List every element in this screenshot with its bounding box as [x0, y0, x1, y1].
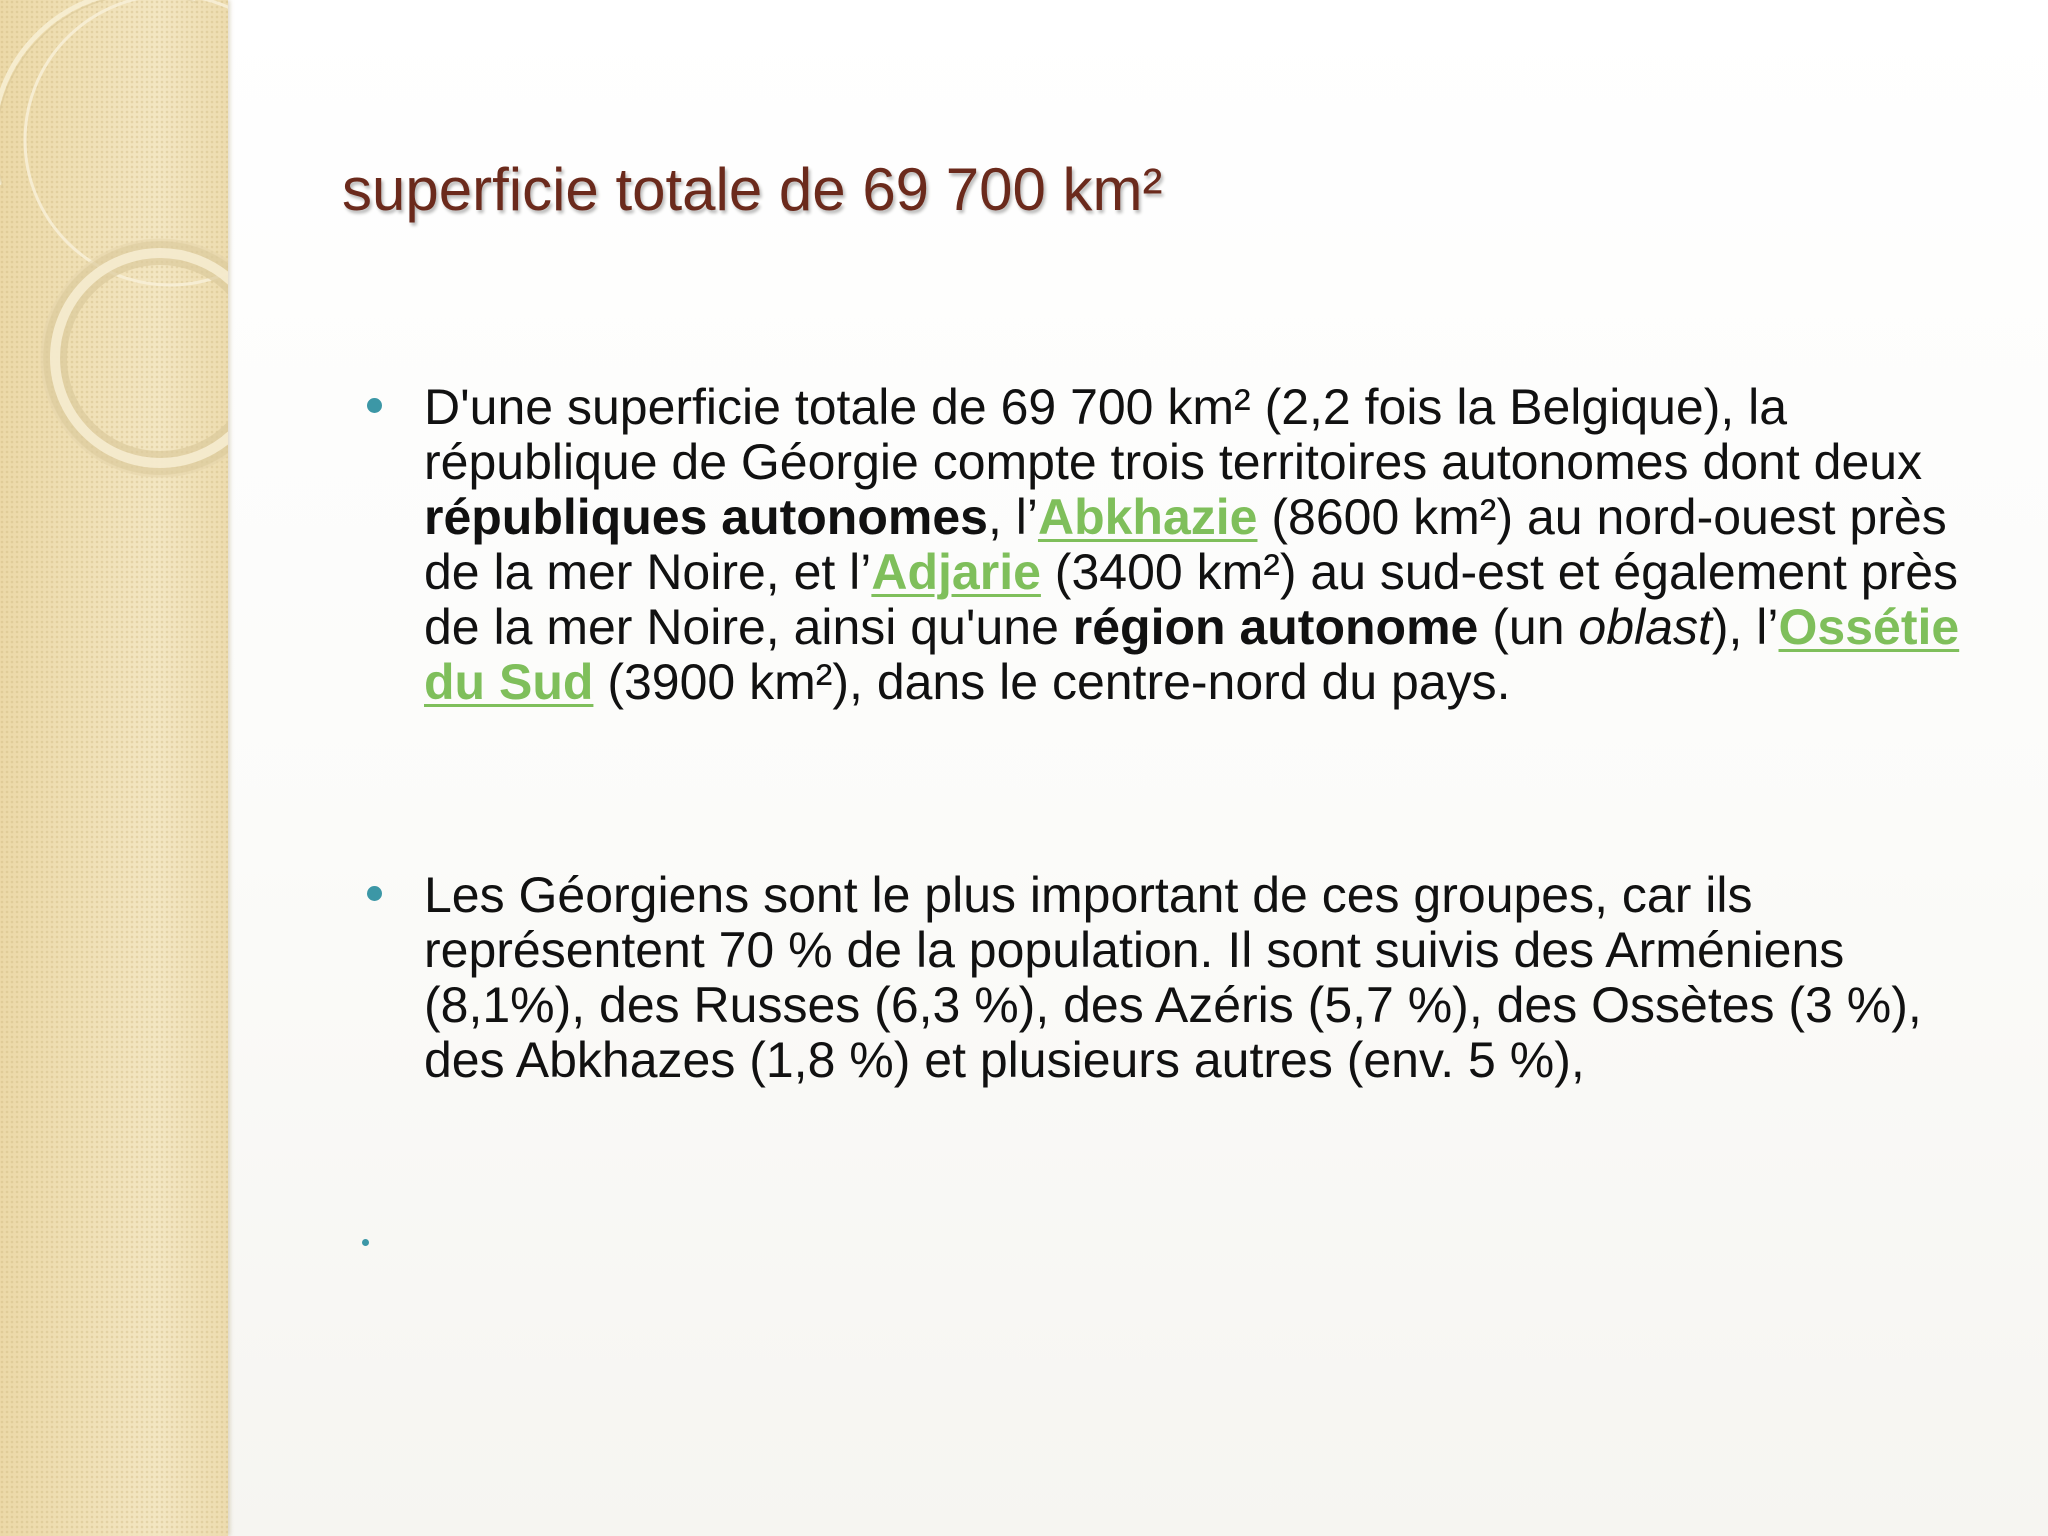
- empty-bullet-icon: [362, 1239, 369, 1246]
- bullet-item-population: [342, 868, 1982, 1088]
- bullet-icon: [367, 398, 382, 413]
- link-adjarie[interactable]: Adjarie: [871, 544, 1041, 600]
- bullet-icon: [367, 886, 382, 901]
- italic-text: oblast: [1578, 599, 1712, 655]
- bold-text: région autonome: [1072, 599, 1479, 655]
- bullet-list: [342, 330, 1982, 1138]
- text-span: Les Géorgiens sont le plus important de ces groupes, car ils représentent 70 % de la population. Il sont suivis des Arméniens (8,1%), des Russes (6,3 %), des Azéris (5,7 %), des Ossètes (3 %), des Abkhazes (1,8 %) et plusieurs autres (env. 5 %),: [424, 867, 1922, 1088]
- bullet-text: [424, 380, 1982, 710]
- decorative-side-panel: [0, 0, 228, 1536]
- text-span: ), l’: [1711, 599, 1779, 655]
- text-span: (8600 km²) au nord-ouest près de la mer Noire, et l’: [424, 489, 1947, 600]
- bullet-item-territories: [342, 380, 1982, 710]
- text-span: (3400 km²) au sud-est et également près de la mer Noire, ainsi qu'une: [424, 544, 1959, 655]
- bullet-text: [424, 868, 1982, 1088]
- slide-title: superficie totale de 69 700 km²: [342, 156, 1163, 223]
- link-ossetie-du-sud[interactable]: Ossétie du Sud: [424, 599, 1960, 710]
- decorative-rings-graphic: [0, 0, 228, 520]
- bold-text: républiques autonomes: [424, 489, 988, 545]
- link-abkhazie[interactable]: Abkhazie: [1037, 489, 1258, 545]
- text-span: D'une superficie totale de 69 700 km² (2,2 fois la Belgique), la république de Géorgie compte trois territoires autonomes dont deux: [424, 379, 1923, 490]
- text-span: , l’: [987, 489, 1038, 545]
- text-span: (3900 km²), dans le centre-nord du pays.: [593, 654, 1511, 710]
- text-span: (un: [1478, 599, 1579, 655]
